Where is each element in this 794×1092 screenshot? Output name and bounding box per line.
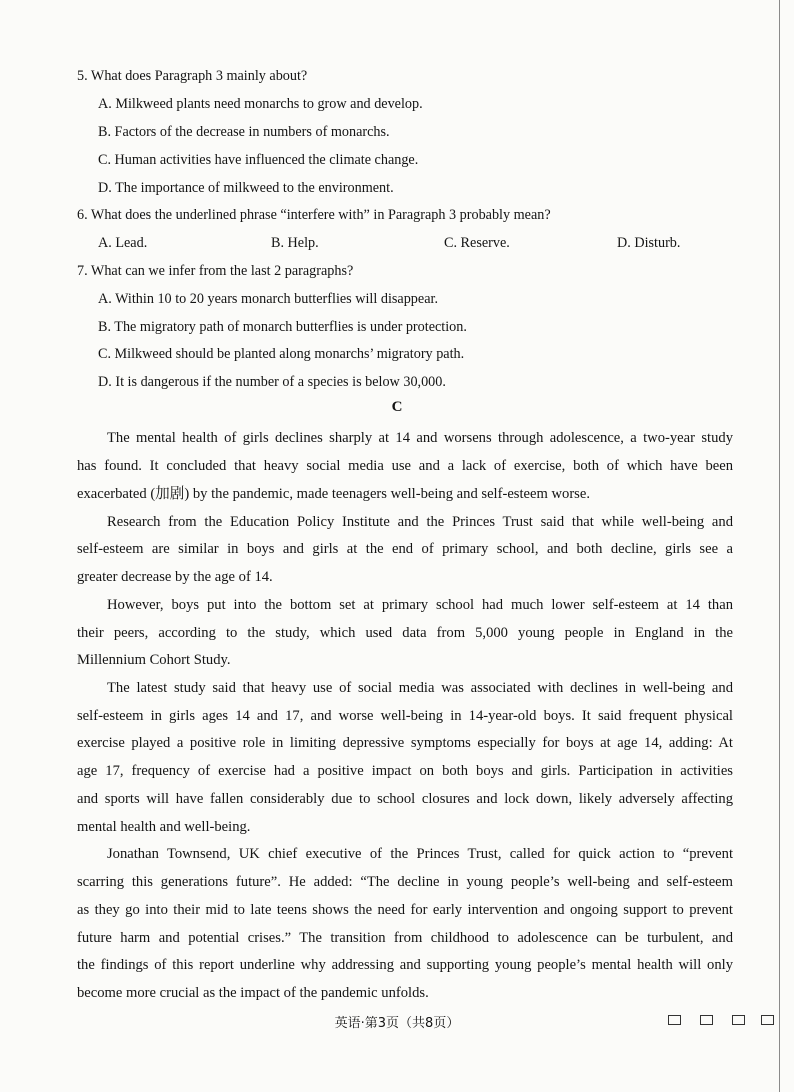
footer-box: [700, 1015, 713, 1025]
question-6-option-a: A. Lead.: [98, 235, 148, 251]
footer-box: [761, 1015, 774, 1025]
passage-line: scarring this generations future”. He added: “The decline in young people’s well-being and self-esteem: [77, 874, 733, 890]
passage-line: exercise played a positive role in limiting depressive symptoms especially for boys at age 14, adding: At: [77, 735, 733, 751]
passage-line: their peers, according to the study, which used data from 5,000 young people in England in the: [77, 625, 733, 641]
passage-line: future harm and potential crises.” The transition from childhood to adolescence can be turbulent, and: [77, 930, 733, 946]
page-footer: 英语·第3页（共8页）: [334, 1016, 460, 1031]
passage-line: as they go into their mid to late teens shows the need for early intervention and ongoing support to prevent: [77, 902, 733, 918]
passage-line: self-esteem are similar in boys and girls at the end of primary school, and both decline, girls see a: [77, 541, 733, 557]
question-7-stem: 7. What can we infer from the last 2 paragraphs?: [77, 263, 354, 279]
passage-line: has found. It concluded that heavy social media use and a lack of exercise, both of which have been: [77, 458, 733, 474]
question-5-option-c: C. Human activities have influenced the climate change.: [98, 152, 419, 168]
question-7-option-c: C. Milkweed should be planted along monarchs’ migratory path.: [98, 346, 465, 362]
passage-line: the findings of this report underline why addressing and supporting young people’s mental health will only: [77, 957, 733, 973]
question-6-option-c: C. Reserve.: [444, 235, 510, 251]
question-5-option-d: D. The importance of milkweed to the environment.: [98, 180, 394, 196]
passage-line: Millennium Cohort Study.: [77, 652, 231, 668]
question-6-stem: 6. What does the underlined phrase “interfere with” in Paragraph 3 probably mean?: [77, 207, 551, 223]
question-5-option-b: B. Factors of the decrease in numbers of monarchs.: [98, 124, 390, 140]
question-6-option-d: D. Disturb.: [617, 235, 681, 251]
passage-line: The latest study said that heavy use of social media was associated with declines in well-being and: [107, 680, 733, 696]
passage-line: Jonathan Townsend, UK chief executive of the Princes Trust, called for quick action to “prevent: [107, 846, 733, 862]
footer-box: [668, 1015, 681, 1025]
passage-line: exacerbated (加剧) by the pandemic, made teenagers well-being and self-esteem worse.: [77, 486, 590, 502]
footer-box: [732, 1015, 745, 1025]
question-7-option-d: D. It is dangerous if the number of a species is below 30,000.: [98, 374, 446, 390]
passage-line: mental health and well-being.: [77, 819, 251, 835]
passage-line: greater decrease by the age of 14.: [77, 569, 273, 585]
question-7-option-b: B. The migratory path of monarch butterflies is under protection.: [98, 319, 467, 335]
question-5-option-a: A. Milkweed plants need monarchs to grow and develop.: [98, 96, 423, 112]
passage-line: become more crucial as the impact of the pandemic unfolds.: [77, 985, 429, 1001]
passage-line: self-esteem in girls ages 14 and 17, and worse well-being in 14-year-old boys. It said frequent physical: [77, 708, 733, 724]
question-6-option-b: B. Help.: [271, 235, 319, 251]
passage-line: and sports will have fallen considerably due to school closures and lock down, likely adversely affecting: [77, 791, 733, 807]
page-edge-line: [779, 0, 780, 1092]
passage-line: The mental health of girls declines sharply at 14 and worsens through adolescence, a two-year study: [107, 430, 733, 446]
passage-line: However, boys put into the bottom set at primary school had much lower self-esteem at 14 than: [107, 597, 733, 613]
question-7-option-a: A. Within 10 to 20 years monarch butterflies will disappear.: [98, 291, 438, 307]
section-heading: C: [391, 399, 403, 415]
passage-line: Research from the Education Policy Institute and the Princes Trust said that while well-being and: [107, 514, 733, 530]
question-5-stem: 5. What does Paragraph 3 mainly about?: [77, 68, 308, 84]
passage-line: age 17, frequency of exercise had a positive impact on both boys and girls. Participation in activities: [77, 763, 733, 779]
